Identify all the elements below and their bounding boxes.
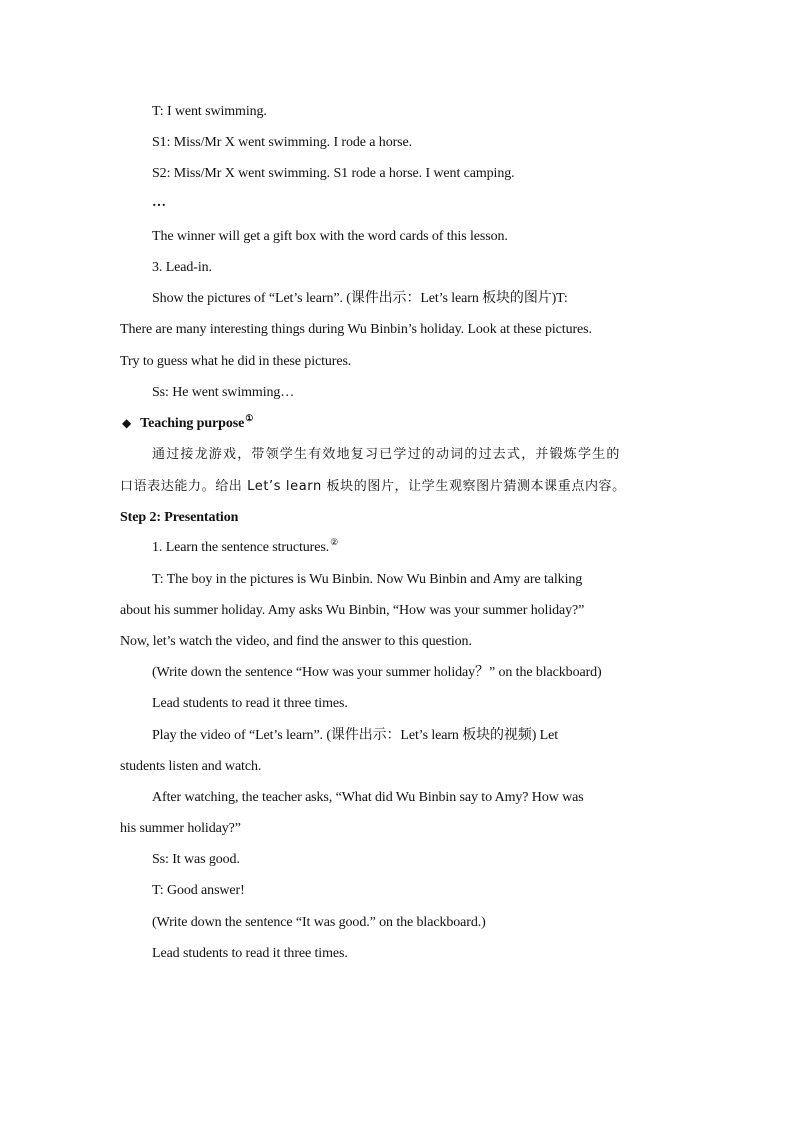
- paragraph-line: (Write down the sentence “It was good.” on the blackboard.): [152, 915, 486, 930]
- paragraph-line: Lead students to read it three times.: [152, 946, 348, 961]
- paragraph-line: his summer holiday?”: [120, 821, 241, 836]
- paragraph-line: students listen and watch.: [120, 759, 262, 774]
- footnote-marker: ②: [330, 537, 339, 547]
- paragraph-line: about his summer holiday. Amy asks Wu Binbin, “How was your summer holiday?”: [120, 603, 585, 618]
- paragraph-line: Play the video of “Let’s learn”. (课件出示：Let’s learn 板块的视频) Let: [152, 728, 559, 743]
- dialogue-line: Ss: It was good.: [152, 852, 240, 867]
- teaching-purpose-heading: [122, 414, 253, 433]
- paragraph-line: Try to guess what he did in these pictures.: [120, 354, 352, 369]
- paragraph-line: After watching, the teacher asks, “What did Wu Binbin say to Amy? How was: [152, 790, 584, 805]
- section-heading: 3. Lead-in.: [152, 260, 212, 275]
- paragraph-line: The winner will get a gift box with the word cards of this lesson.: [152, 229, 508, 244]
- dialogue-line: Ss: He went swimming…: [152, 385, 295, 400]
- dialogue-line: S2: Miss/Mr X went swimming. S1 rode a horse. I went camping.: [152, 166, 515, 181]
- paragraph-line: T: The boy in the pictures is Wu Binbin. Now Wu Binbin and Amy are talking: [152, 572, 583, 587]
- step-heading: Step 2: Presentation: [120, 510, 239, 525]
- dialogue-line: T: Good answer!: [152, 883, 245, 898]
- paragraph-line: Now, let’s watch the video, and find the answer to this question.: [120, 634, 472, 649]
- dialogue-line: T: I went swimming.: [152, 104, 267, 119]
- subsection-label: 1. Learn the sentence structures.: [152, 540, 330, 555]
- chinese-paragraph-line: 通过接龙游戏，带领学生有效地复习已学过的动词的过去式，并锻炼学生的: [152, 447, 621, 462]
- diamond-bullet-icon: ◆: [122, 416, 132, 430]
- chinese-paragraph-line: 口语表达能力。给出 Let’s learn 板块的图片，让学生观察图片猜测本课重点内容。: [120, 479, 626, 494]
- footnote-marker: ①: [245, 413, 254, 423]
- paragraph-line: Show the pictures of “Let’s learn”. (课件出示：Let’s learn 板块的图片)T:: [152, 291, 568, 306]
- ellipsis-line: …: [152, 195, 166, 210]
- teaching-purpose-label: Teaching purpose: [140, 416, 245, 431]
- subsection-heading: [152, 539, 338, 557]
- dialogue-line: S1: Miss/Mr X went swimming. I rode a horse.: [152, 135, 413, 150]
- paragraph-line: (Write down the sentence “How was your summer holiday？” on the blackboard): [152, 665, 602, 680]
- paragraph-line: Lead students to read it three times.: [152, 696, 348, 711]
- paragraph-line: There are many interesting things during Wu Binbin’s holiday. Look at these pictures.: [120, 322, 592, 337]
